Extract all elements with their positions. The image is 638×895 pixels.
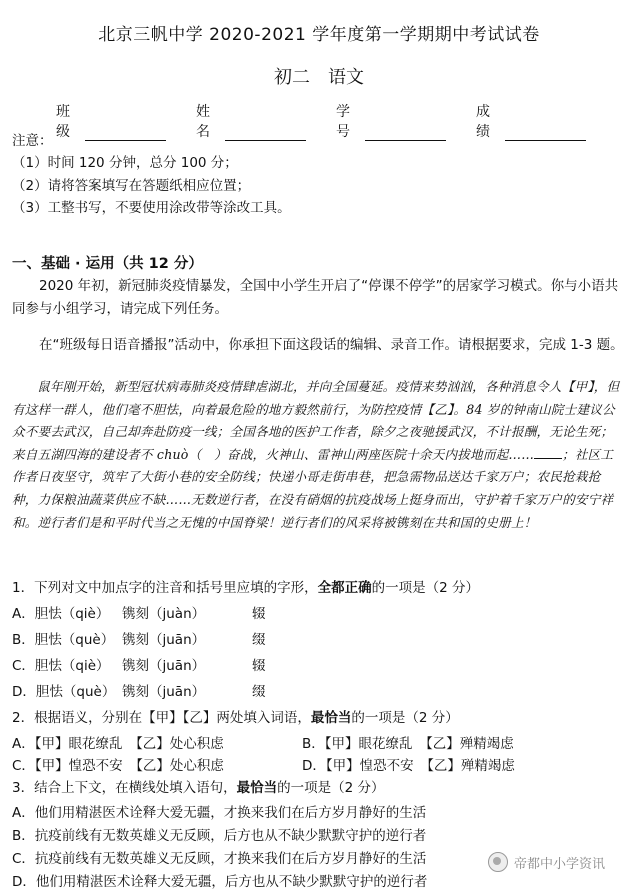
question-stem: 2．根据语义，分别在【甲】【乙】两处填入词语，: [12, 710, 311, 726]
reading-passage: [12, 376, 624, 534]
q1-option-a: [12, 602, 266, 622]
field-label: 学号: [336, 104, 350, 140]
passage-text: 鼠年刚开始，新型冠状病毒肺炎疫情肆虐湖北，并向全国蔓延。疫情来势汹汹，各种消息令人【甲】，但有这样一群人，他们毫不胆怯，向着最危险的地方毅然前行，为防控疫情【乙】。84 岁的钟南山院士建议公众不要去武汉，自己却奔赴防疫一线；全国各地的医护工作者，除夕之夜驰援武汉，不计报酬，无论生死；来自五湖四海的建设者不 chuò（ ）奋战，火神山、雷神山两座医院十余天内拔地而起……: [12, 379, 620, 462]
option-text: A．胆怯（qiè）: [12, 606, 110, 622]
notes-heading: 注意：: [12, 133, 53, 149]
exam-subject: 初二 语文: [274, 67, 364, 88]
watermark-text: 帝都中小学资讯: [514, 856, 606, 872]
passage-text: ；社区工作者日夜坚守，筑牢了大街小巷的安全防线；快递小哥走街串巷，把急需物品送达千家万户；农民抢栽抢种，力保粮油蔬菜供应不缺……无数逆行者，在没有硝烟的抗疫战场上挺身而出，守护着千家万户的安宁祥和。逆行者们是和平时代当之无愧的中国脊梁！逆行者们的风采将被镌刻在共和国的史册上！: [12, 446, 614, 530]
option-text: 辍: [252, 658, 266, 674]
option-text: 缀: [252, 684, 266, 700]
q3-option-b: B．抗疫前线有无数英雄义无反顾，后方也从不缺少默默守护的逆行者: [12, 828, 427, 844]
field-label: 姓名: [196, 104, 210, 140]
q2-options-row: [12, 754, 515, 774]
option-text: B．胆怯（què）: [12, 632, 115, 648]
question-stem: 3．结合上下文，在横线处填入语句，: [12, 780, 237, 796]
notes-block: [12, 130, 624, 219]
note-item: （2）请将答案填写在答题纸相应位置；: [12, 177, 251, 194]
option-text: 镌刻（juàn）: [122, 606, 206, 622]
question-emphasis: 最恰当: [236, 780, 278, 796]
option-text: 镌刻（juān）: [122, 658, 206, 674]
question-emphasis: 最恰当: [310, 710, 352, 726]
question-3: [12, 776, 384, 796]
q2-options-row: [12, 732, 514, 752]
wechat-avatar-icon: [488, 852, 508, 872]
q2-option-b: B．【甲】眼花缭乱 【乙】殚精竭虑: [302, 736, 514, 752]
option-text: 镌刻（juān）: [122, 684, 206, 700]
question-stem: 的一项是（2 分）: [351, 710, 459, 726]
option-text: 辍: [252, 606, 266, 622]
option-text: D．胆怯（què）: [12, 684, 116, 700]
q1-option-c: [12, 654, 266, 674]
q2-option-c: C．【甲】惶恐不安 【乙】处心积虑: [12, 758, 224, 774]
q2-option-a: A．【甲】眼花缭乱 【乙】处心积虑: [12, 736, 224, 752]
field-label: 成绩: [476, 104, 490, 140]
exam-title: 北京三帆中学 2020-2021 学年度第一学期期中考试试卷: [98, 25, 540, 45]
q1-option-b: [12, 628, 266, 648]
intro-paragraph: 在“班级每日语音播报”活动中，你承担下面这段话的编辑、录音工作。请根据要求，完成 1-3 题。: [39, 337, 624, 353]
q2-option-d: D．【甲】惶恐不安 【乙】殚精竭虑: [302, 758, 515, 774]
question-1: [12, 576, 479, 596]
note-item: （1）时间 120 分钟，总分 100 分；: [12, 155, 238, 172]
option-text: 镌刻（juān）: [122, 632, 206, 648]
watermark: [488, 852, 605, 872]
question-stem: 的一项是（2 分）: [371, 580, 479, 596]
question-2: [12, 706, 459, 726]
option-text: C．胆怯（qiè）: [12, 658, 110, 674]
q3-option-a: A．他们用精湛医术诠释大爱无疆，才换来我们在后方岁月静好的生活: [12, 805, 427, 821]
section-title: 一、基础 · 运用（共 12 分）: [12, 256, 203, 272]
question-stem: 1．下列对文中加点字的注音和括号里应填的字形，: [12, 580, 318, 596]
option-text: 缀: [252, 632, 266, 648]
q3-option-c: C．抗疫前线有无数英雄义无反顾，才换来我们在后方岁月静好的生活: [12, 851, 427, 867]
intro-paragraph: 2020 年初，新冠肺炎疫情暴发，全国中小学生开启了“停课不停学”的居家学习模式。你与小语共同参与小组学习，请完成下列任务。: [12, 278, 619, 317]
field-label: 班级: [56, 104, 70, 140]
note-item: （3）工整书写，不要使用涂改带等涂改工具。: [12, 199, 291, 216]
fill-blank-line: [534, 446, 562, 459]
q1-option-d: [12, 680, 266, 700]
question-emphasis: 全都正确: [317, 580, 372, 596]
question-stem: 的一项是（2 分）: [277, 780, 385, 796]
q3-option-d: D．他们用精湛医术诠释大爱无疆，后方也从不缺少默默守护的逆行者: [12, 874, 428, 890]
